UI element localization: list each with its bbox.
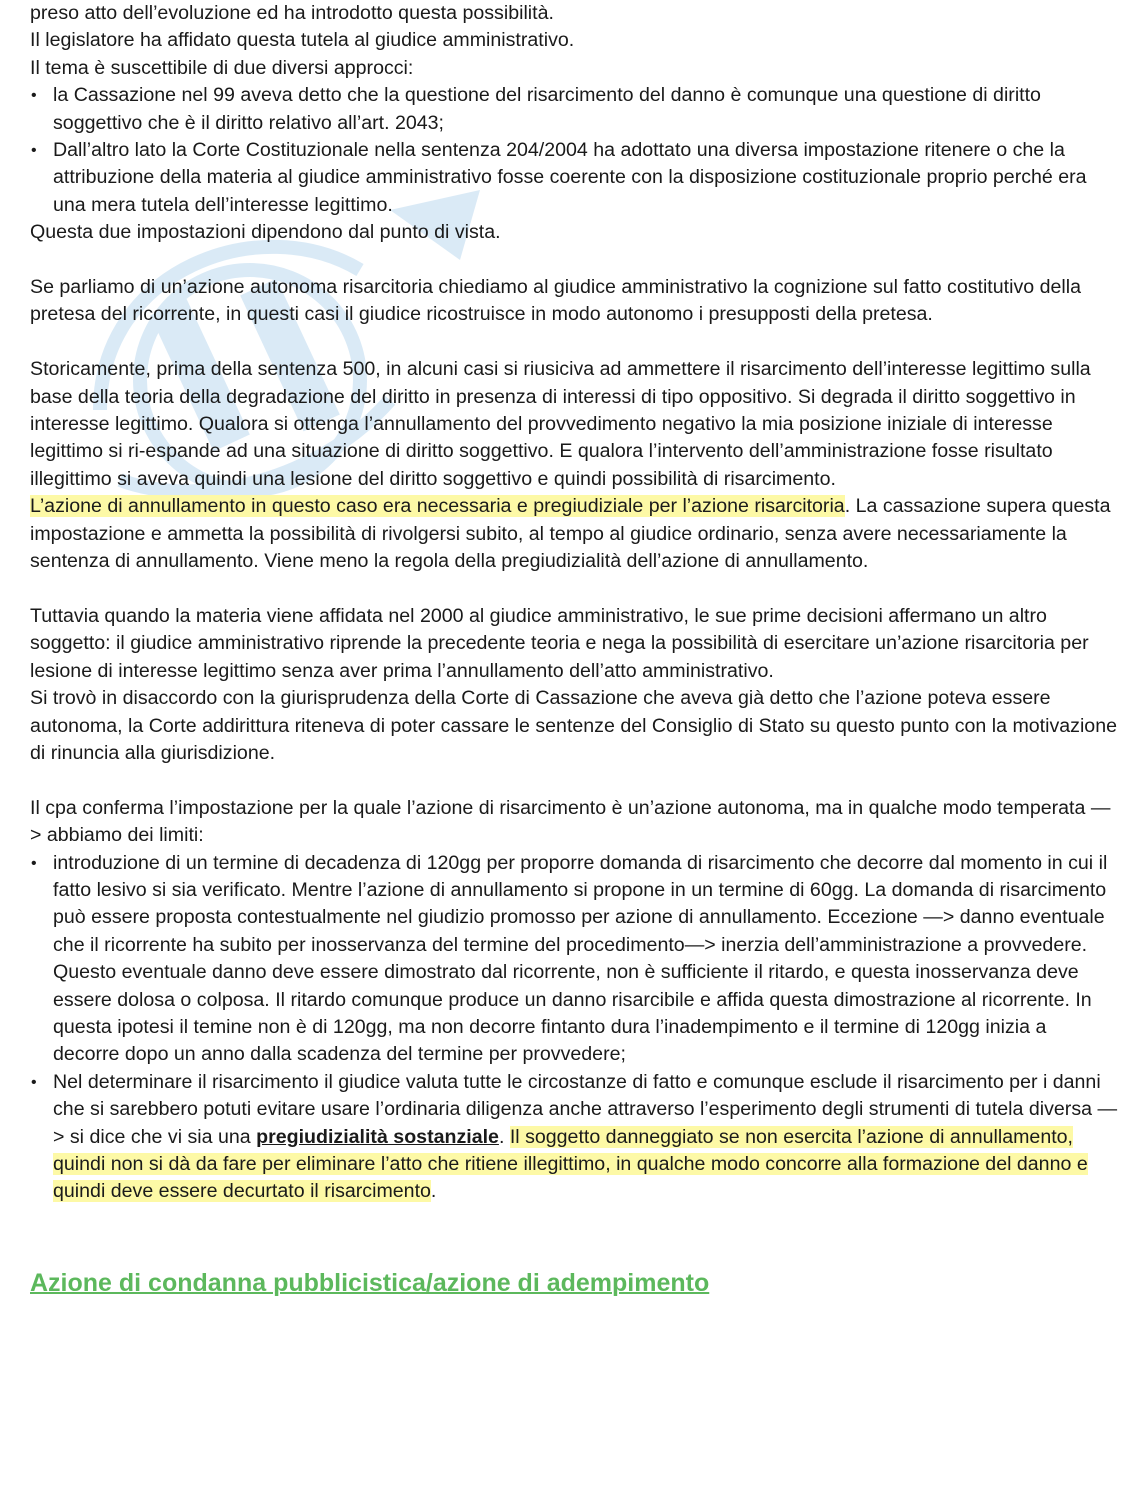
intro-line-3: Il tema è suscettibile di due diversi approcci: bbox=[30, 56, 414, 79]
limits-list bbox=[30, 850, 1118, 1206]
paragraph-disaccordo: Si trovò in disaccordo con la giurisprudenza della Corte di Cassazione che aveva già detto che l’azione poteva essere autonoma, la Corte addirittura riteneva di poter cassare le sentenze del Consiglio di Stato su questo punto con la motivazione di rinuncia alla giurisdizione. bbox=[30, 687, 1118, 764]
highlighted-text: L’azione di annullamento in questo caso era necessaria e pregiudiziale per l’azione risarcitoria bbox=[30, 495, 845, 518]
section-heading: Azione di condanna pubblicistica/azione di adempimento bbox=[30, 1268, 710, 1297]
highlighted-text: Il soggetto danneggiato se non esercita l’azione di annullamento, quindi non si dà da fare per eliminare l’atto che ritiene illegittimo, in qualche modo concorre alla formazione del danno e quindi deve essere decurtato il risarcimento bbox=[53, 1125, 1088, 1203]
list-item: • Dall’altro lato la Corte Costituzionale nella sentenza 204/2004 ha adottato una diversa impostazione ritenere o che la attribuzione della materia al giudice amministrativo fosse coerente con la disposizione costituzionale proprio perché era una mera tutela dell’interesse legittimo. bbox=[30, 137, 1118, 219]
approaches-list bbox=[30, 82, 1118, 219]
paragraph-azione-autonoma: Se parliamo di un’azione autonoma risarcitoria chiediamo al giudice amministrativo la cognizione sul fatto costitutivo della pretesa del ricorrente, in questi casi il giudice ricostruisce in modo autonomo i presupposti della pretesa. bbox=[30, 276, 1081, 326]
paragraph-cpa-intro: Il cpa conferma l’impostazione per la quale l’azione di risarcimento è un’azione autonoma, ma in qualche modo temperata —> abbiamo dei limiti: bbox=[30, 796, 1111, 847]
paragraph-text: Storicamente, prima della sentenza 500, in alcuni casi si riusiciva ad ammettere il risarcimento dell’interesse legittimo sulla base della teoria della degradazione del diritto in presenza di interessi di tipo oppositivo. Si degrada il diritto soggettivo in interesse legittimo. Qualora si ottenga l’annullamento del provvedimento negativo la mia posizione iniziale di interesse legittimo si ri-espande ad una situazione di diritto soggettivo. E qualora l’intervento dell’amministrazione fosse risultato illegittimo si aveva quindi una lesione del diritto soggettivo e quindi possibilità di risarcimento. bbox=[30, 358, 1091, 490]
list-item: • introduzione di un termine di decadenza di 120gg per proporre domanda di risarcimento che decorre dal momento in cui il fatto lesivo si sia verificato. Mentre l’azione di annullamento si propone in un termine di 60gg. La domanda di risarcimento può essere proposta contestualmente nel giudizio promosso per azione di annullamento. Eccezione —> danno eventuale che il ricorrente ha subito per inosservanza del termine del procedimento—> inerzia dell’amministrazione a provvedere. Questo eventuale danno deve essere dimostrato dal ricorrente, non è sufficiente il ritardo, e questa inosservanza deve essere dolosa o colposa. Il ritardo comunque produce un danno risarcibile e affida questa dimostrazione al ricorrente. In questa ipotesi il temine non è di 120gg, ma non decorre fintanto dura l’inadempimento e il termine di 120gg inizia a decorre dopo un anno dalla scadenza del termine per provvedere; bbox=[30, 850, 1118, 1069]
list-item bbox=[30, 1069, 1118, 1206]
intro-line-4: Questa due impostazioni dipendono dal punto di vista. bbox=[30, 221, 501, 244]
bold-underlined-term: pregiudizialità sostanziale bbox=[256, 1125, 499, 1148]
list-item: • la Cassazione nel 99 aveva detto che la questione del risarcimento del danno è comunque una questione di diritto soggettivo che è il diritto relativo all’art. 2043; bbox=[30, 82, 1118, 137]
paragraph-tuttavia: Tuttavia quando la materia viene affidata nel 2000 al giudice amministrativo, le sue prime decisioni affermano un altro soggetto: il giudice amministrativo riprende la precedente teoria e nega la possibilità di esercitare un’azione risarcitoria per lesione di interesse legittimo senza aver prima l’annullamento dell’atto amministrativo. bbox=[30, 604, 1089, 682]
list-item-text: Nel determinare il risarcimento il giudice valuta tutte le circostanze di fatto e comunque esclude il risarcimento per i danni che si sarebbero potuti evitare usare l’ordinaria diligenza anche attraverso l’esperimento degli strumenti di tutela diversa —> si dice che vi sia una bbox=[53, 1070, 1118, 1148]
paragraph-text: . La cassazione supera questa impostazione e ammetta la possibilità di rivolgersi subito, al tempo al giudice ordinario, senza avere necessariamente la sentenza di annullamento. Viene meno la regola della pregiudizialità dell’azione di annullamento. bbox=[30, 495, 1111, 573]
paragraph-storicamente bbox=[30, 356, 1118, 575]
list-item-text: . bbox=[498, 1125, 510, 1148]
intro-line-1: preso atto dell’evoluzione ed ha introdotto questa possibilità. bbox=[30, 2, 554, 24]
intro-line-2: Il legislatore ha affidato questa tutela al giudice amministrativo. bbox=[30, 29, 575, 52]
list-item-text: . bbox=[430, 1180, 437, 1203]
